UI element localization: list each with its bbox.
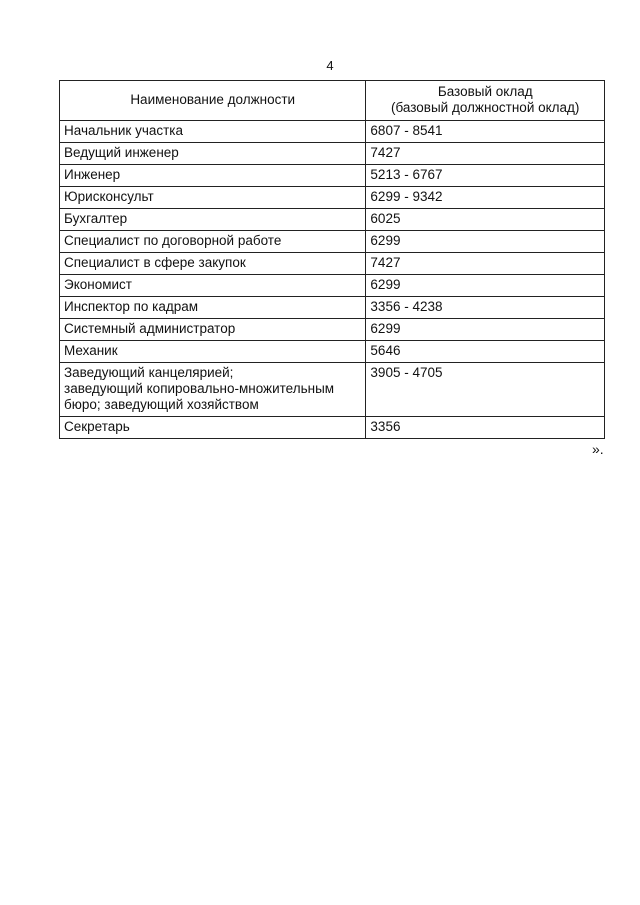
closing-quote-mark: ». (592, 441, 604, 457)
position-line: бюро; заведующий хозяйством (64, 397, 259, 412)
salary-cell: 7427 (366, 253, 605, 275)
header-salary (366, 81, 605, 121)
header-salary-line1: Базовый оклад (437, 84, 533, 99)
table-row (60, 187, 605, 209)
header-position (60, 81, 366, 121)
position-cell: Инспектор по кадрам (60, 297, 366, 319)
salary-cell: 5213 - 6767 (366, 165, 605, 187)
table-row (60, 165, 605, 187)
position-cell: Юрисконсульт (60, 187, 366, 209)
salary-cell: 6299 (366, 319, 605, 341)
header-salary-line2: (базовый должностной оклад) (390, 100, 580, 115)
salary-cell: 7427 (366, 143, 605, 165)
salary-cell: 6025 (366, 209, 605, 231)
position-cell: Специалист по договорной работе (60, 231, 366, 253)
header-row (60, 81, 605, 121)
salary-cell: 3356 (366, 417, 605, 439)
table-row (60, 143, 605, 165)
position-cell: Специалист в сфере закупок (60, 253, 366, 275)
position-line: заведующий копировально-множительным (64, 381, 335, 396)
table-row (60, 319, 605, 341)
position-cell: Ведущий инженер (60, 143, 366, 165)
table-header (60, 81, 605, 121)
table-row (60, 341, 605, 363)
salary-table (59, 80, 605, 439)
table-row (60, 363, 605, 417)
position-cell: Инженер (60, 165, 366, 187)
position-cell: Бухгалтер (60, 209, 366, 231)
position-cell: Секретарь (60, 417, 366, 439)
table-row (60, 209, 605, 231)
salary-cell: 6807 - 8541 (366, 121, 605, 143)
salary-cell: 5646 (366, 341, 605, 363)
salary-cell: 6299 (366, 275, 605, 297)
salary-cell: 3356 - 4238 (366, 297, 605, 319)
position-cell: Механик (60, 341, 366, 363)
table-row (60, 417, 605, 439)
table-row (60, 121, 605, 143)
salary-cell: 6299 - 9342 (366, 187, 605, 209)
table-row (60, 275, 605, 297)
salary-cell: 6299 (366, 231, 605, 253)
page-number: 4 (326, 58, 334, 73)
table-row (60, 297, 605, 319)
header-position-label: Наименование должности (130, 92, 296, 107)
table-row (60, 253, 605, 275)
position-cell: Начальник участка (60, 121, 366, 143)
position-cell: Экономист (60, 275, 366, 297)
table-row (60, 231, 605, 253)
salary-cell: 3905 - 4705 (366, 363, 605, 417)
position-line: Заведующий канцелярией; (64, 365, 234, 380)
position-cell (60, 363, 366, 417)
table-body (60, 121, 605, 439)
position-cell: Системный администратор (60, 319, 366, 341)
